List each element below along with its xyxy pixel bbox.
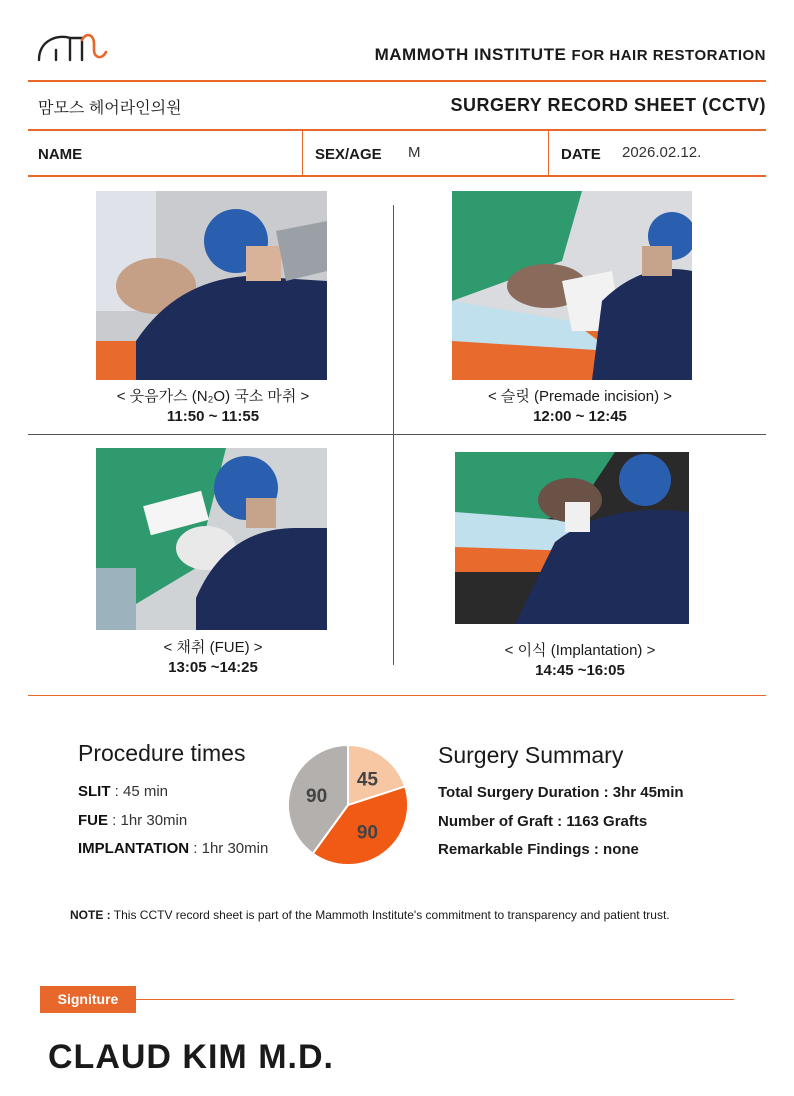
surgery-photo-implantation: [455, 452, 689, 624]
note: NOTE : This CCTV record sheet is part of the Mammoth Institute's commitment to transparency and patient trust.: [70, 908, 670, 922]
surgery-photo-slit: [452, 191, 692, 380]
photo-caption: < 이식 (Implantation) > 14:45 ~16:05: [504, 642, 656, 679]
signature-line: [136, 999, 734, 1000]
divider: [28, 695, 766, 696]
divider: [302, 131, 303, 175]
sheet-title: SURGERY RECORD SHEET (CCTV): [450, 95, 766, 115]
photo-caption: < 슬릿 (Premade incision) > 12:00 ~ 12:45: [487, 388, 673, 425]
surgery-photo-anesthesia: [96, 191, 327, 380]
photo-caption: < 웃음가스 (N₂O) 국소 마취 > 11:50 ~ 11:55: [116, 388, 310, 425]
signature-label: Signiture: [40, 986, 136, 1013]
summary-title: Surgery Summary: [438, 742, 624, 768]
summary-line: Number of Graft : 1163 Grafts: [438, 813, 648, 830]
institute-name: MAMMOTH INSTITUTE FOR HAIR RESTORATION: [374, 45, 766, 64]
pie-data-label: 45: [356, 769, 378, 791]
grid-divider: [28, 434, 766, 435]
summary-line: Remarkable Findings : none: [438, 841, 639, 858]
date-label: DATE: [561, 146, 601, 163]
name-label: NAME: [38, 146, 83, 163]
doctor-name: CLAUD KIM M.D.: [48, 1038, 334, 1076]
elephant-logo-icon: [36, 28, 108, 66]
divider: [28, 175, 766, 177]
sexage-value: M: [408, 144, 421, 161]
date-value: 2026.02.12.: [622, 144, 702, 161]
summary-line: Total Surgery Duration : 3hr 45min: [438, 784, 684, 801]
grid-divider: [393, 205, 394, 665]
divider: [28, 129, 766, 131]
divider: [548, 131, 549, 175]
photo-caption: < 채취 (FUE) > 13:05 ~14:25: [163, 639, 263, 676]
pie-data-label: 90: [356, 822, 378, 844]
pie-data-label: 90: [306, 785, 328, 807]
korean-clinic-name: 맘모스 헤어라인의원: [38, 100, 182, 117]
procedure-item: SLIT : 45 min: [78, 783, 169, 800]
procedure-item: IMPLANTATION : 1hr 30min: [78, 840, 269, 857]
procedure-item: FUE : 1hr 30min: [78, 812, 188, 829]
sexage-label: SEX/AGE: [315, 146, 382, 163]
procedure-title: Procedure times: [78, 740, 246, 766]
procedure-pie-chart: [283, 740, 413, 870]
surgery-photo-fue: [96, 448, 327, 630]
divider: [28, 80, 766, 82]
